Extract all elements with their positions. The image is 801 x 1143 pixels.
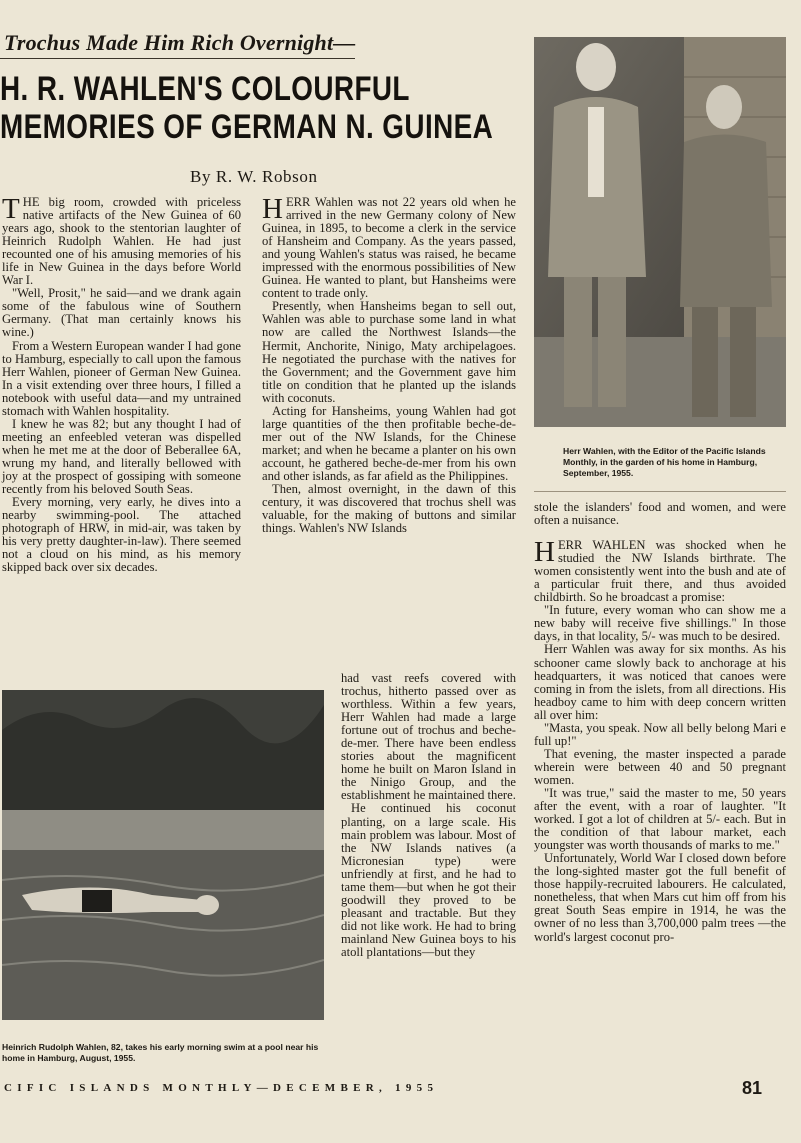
article-paragraph: THE big room, crowded with priceless native artifacts of the New Guinea of 60 years ago, shook to the stentorian laughter of Heinrich Rudolph Wahlen. He had just recounted one of his amusing memories of his life in New Guinea in the days before World War I.: [2, 193, 241, 288]
article-paragraph: HERR WAHLEN was shocked when he studied the NW Islands birthrate. The women consistently went into the bush and ate of a particular fruit there, and thus avoided childbirth. So he broadcast a promise:: [534, 536, 786, 605]
article-paragraph: stole the islanders' food and women, and were often a nuisance.: [534, 500, 786, 528]
article-paragraph: Every morning, very early, he dives into a nearby swimming-pool. The attached photograph of HRW, in mid-air, was taken by his very pretty daughter-in-law). There seemed not a cloud on his mind, as his memory skipped back over six decades.: [2, 495, 241, 575]
article-paragraph: Herr Wahlen was away for six months. As his schooner came slowly back to anchorage at his headquarters, it was noticed that canoes were coming in from the islets, from all directions. His headboy came to him with deep concern written all over him:: [534, 642, 786, 722]
article-paragraph: "Well, Prosit," he said—and we drank again some of the fabulous wine of Southern Germany. (That man certainly knows his wine.): [2, 286, 241, 340]
caption-pool-photo: Heinrich Rudolph Wahlen, 82, takes his early morning swim at a pool near his home in Hamburg, August, 1955.: [2, 1042, 319, 1063]
article-column-2-continued: [341, 672, 516, 959]
article-paragraph: Presently, when Hansheims began to sell out, Wahlen was able to purchase some land in what now are called the Northwest Islands—the Hermit, Anchorite, Ninigo, Maty archipelagoes. He negotiated the purchase with the natives for the Government; and the Government gave him title on condition that he planted up the islands with coconuts.: [262, 299, 516, 405]
page-number: 81: [742, 1078, 763, 1098]
article-paragraph: had vast reefs covered with trochus, hitherto passed over as worthless. Within a few years, Herr Wahlen had made a large fortune out of trochus and beche-de-mer. There have been endless stories about the magnificent home he built on Maron Island in the Ninigo Group, and the establishment he maintained there.: [341, 671, 516, 803]
article-paragraph: Then, almost overnight, in the dawn of this century, it was discovered that trochus shell was valuable, for the making of buttons and similar things. Wahlen's NW Islands: [262, 482, 516, 536]
article-paragraph: Unfortunately, World War I closed down before the long-sighted master got the full benefit of those happily-recruited labourers. He calculated, nonetheless, that when Mars cut him off from his great South Seas empire in 1914, he was the owner of no less than 3,700,000 palm trees —the world's largest coconut pro-: [534, 851, 786, 944]
caption-top-photo: Herr Wahlen, with the Editor of the Pacific Islands Monthly, in the garden of his home in Hamburg, September, 1955.: [563, 446, 766, 478]
article-paragraph: From a Western European wander I had gone to Hamburg, especially to call upon the famous Herr Wahlen, pioneer of German New Guinea. In a visit extending over three hours, I filled a notebook with useful data—and my untrained stomach with Wahlen hospitality.: [2, 338, 241, 418]
byline: By R. W. Robson: [190, 167, 318, 186]
article-paragraph: Acting for Hansheims, young Wahlen had got large quantities of the then profitable beche-de-mer out of the NW Islands, for the Chinese market; and when he became a planter on his own account, he gathered beche-de-mer from his own and other islands, as far afield as the Philippines.: [262, 403, 516, 483]
article-paragraph: "It was true," said the master to me, 50 years after the event, with a roar of laughter. "It worked. I got a lot of children at 5/- each. But in the condition of that labour market, each youngster was worth thousands of marks to me.": [534, 785, 786, 853]
article-column-2: [262, 193, 516, 536]
kicker-title: Trochus Made Him Rich Overnight—: [4, 30, 356, 55]
pool-photo-illustration: [2, 690, 324, 1020]
article-paragraph: I knew he was 82; but any thought I had of meeting an enfeebled veteran was dispelled when he met me at the door of Beberallee 6A, wrung my hand, and literally bellowed with joy at the prospect of gossiping with someone recently from his beloved South Seas.: [2, 416, 241, 497]
caption-divider: [534, 491, 786, 492]
article-paragraph: That evening, the master inspected a parade wherein were between 40 and 50 pregnant women.: [534, 746, 786, 787]
article-paragraph: HERR Wahlen was not 22 years old when he arrived in the new Germany colony of New Guinea, in 1895, to become a clerk in the service of Hansheim and Company. As the years passed, and young Wahlen's status was raised, he became impressed with the enormous possibilities of New Guinea. He wanted to plant, but Hansheims were content to trade only.: [262, 193, 516, 301]
article-column-1: [2, 193, 241, 575]
article-paragraph: He continued his coconut planting, on a large scale. His main problem was labour. Most of the NW Islands natives (a Micronesian type) were unfriendly at first, and he had to tame them—but when he got their goodwill they proved to be pleasant and tractable. But they did not like work. He had to bring mainland New Guinea boys to his atoll plantations—but they: [341, 801, 516, 959]
garden-photo-illustration: [534, 37, 786, 427]
headline-line-1: H. R. WAHLEN'S COLOURFUL: [0, 70, 410, 108]
drop-cap: T: [2, 193, 20, 225]
photo-swimming-pool: [2, 690, 324, 1020]
photo-wahlen-and-editor: [534, 37, 786, 427]
headline-line-2: MEMORIES OF GERMAN N. GUINEA: [0, 108, 494, 146]
article-paragraph: "Masta, you speak. Now all belly belong Mari e full up!": [534, 720, 786, 748]
article-column-3: [534, 501, 786, 944]
kicker-underline: [0, 58, 355, 59]
drop-cap: H: [534, 536, 555, 569]
article-paragraph: "In future, every woman who can show me a new baby will receive five shillings." In those days, in that locality, 5/- was much to be desired.: [534, 603, 786, 644]
running-footer: CIFIC ISLANDS MONTHLY—DECEMBER, 1955: [4, 1082, 439, 1094]
drop-cap: H: [262, 193, 283, 225]
headline: [0, 70, 494, 146]
